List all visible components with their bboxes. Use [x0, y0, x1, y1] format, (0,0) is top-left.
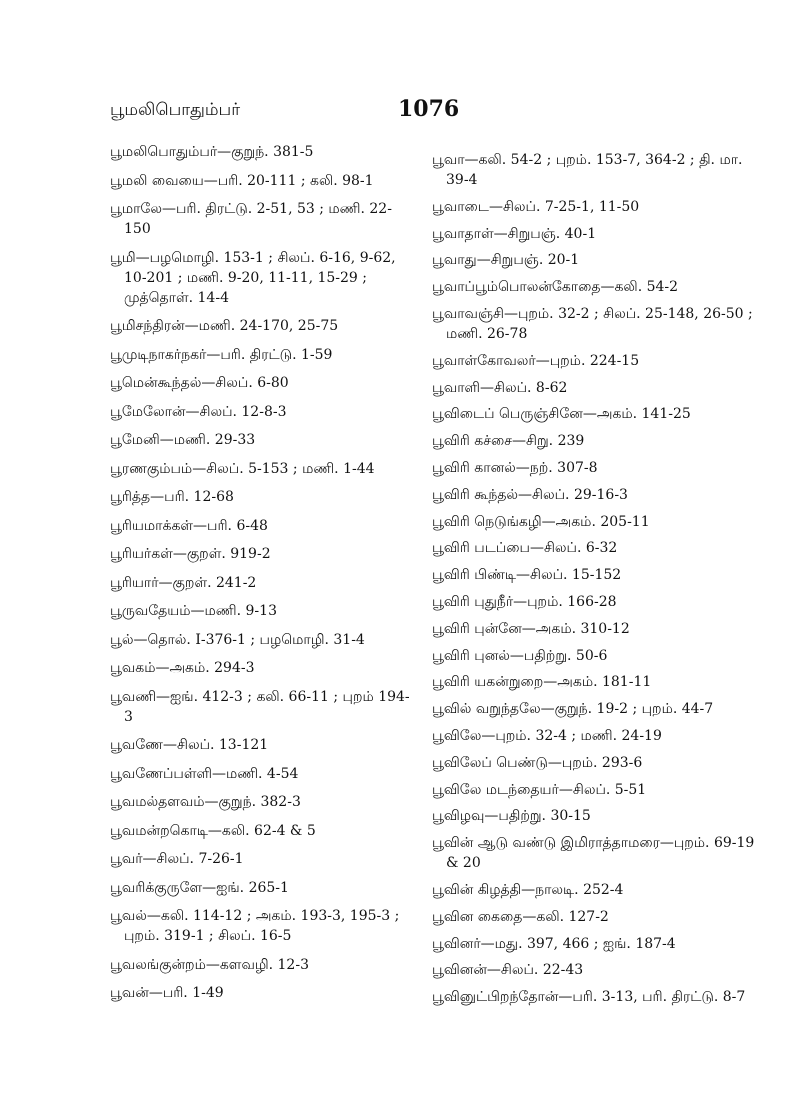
index-entry: பூவாது—சிறுபஞ். 20-1 [432, 252, 580, 269]
index-entry: பூவாடை—சிலப். 7-25-1, 11-50 [432, 198, 640, 215]
index-entry: பூவிரி கூந்தல்—சிலப். 29-16-3 [432, 486, 628, 503]
index-entry: பூவிரி படப்பை—சிலப். 6-32 [432, 540, 618, 557]
index-entry: பூவாப்பூம்பொலன்கோதை—கலி. 54-2 [432, 279, 679, 296]
index-entry: பூவிரி பிண்டி—சிலப். 15-152 [432, 567, 622, 584]
index-entry: பூவமன்றகொடி—கலி. 62-4 & 5 [110, 822, 316, 839]
index-entry: பூவாவஞ்சி—புறம். 32-2 ; சிலப். 25-148, 26-50 ; மணி. 26-78 [432, 305, 753, 342]
index-entry: பூமலி வையை—பரி. 20-111 ; கலி. 98-1 [110, 172, 374, 189]
left-column [110, 142, 410, 1012]
index-entry: பூரியர்கள்—குறள். 919-2 [110, 546, 271, 562]
index-entry: பூருவதேயம்—மணி. 9-13 [110, 603, 277, 619]
index-entry: பூமேனி—மணி. 29-33 [110, 432, 256, 448]
index-entry: பூவிரி நெடுங்கழி—அகம். 205-11 [432, 513, 650, 530]
index-entry: பூவினுட்பிறந்தோன்—பரி. 3-13, பரி. திரட்டு. 8-7 [432, 989, 746, 1006]
index-entry: பூவணேப்பள்ளி—மணி. 4-54 [110, 765, 299, 782]
index-entry: பூமலிபொதும்பர்—குறுந். 381-5 [110, 144, 314, 160]
index-entry: பூவினன்—சிலப். 22-43 [432, 962, 584, 979]
index-entry: பூவிரி புனல்—பதிற்று. 50-6 [432, 647, 608, 664]
index-entry: பூவணி—ஐங். 412-3 ; கலி. 66-11 ; புறம் 194-3 [110, 688, 410, 725]
index-entry: பூவாதாள்—சிறுபஞ். 40-1 [432, 225, 597, 242]
index-entry: பூவிழவு—பதிற்று. 30-15 [432, 808, 591, 825]
index-entry: பூவாளி—சிலப். 8-62 [432, 379, 568, 396]
index-entry: பூவிரி புதுநீர்—புறம். 166-28 [432, 593, 617, 610]
index-entry: பூல்—தொல். I-376-1 ; பழமொழி. 31-4 [110, 631, 365, 648]
index-entry: பூவிரி யகன்றுறை—அகம். 181-11 [432, 674, 652, 691]
index-entry: பூமுடிநாகர்நகர்—பரி. திரட்டு. 1-59 [110, 346, 333, 363]
running-header: பூமலிபொதும்பர் [110, 100, 241, 120]
index-entry: பூமாலே—பரி. திரட்டு. 2-51, 53 ; மணி. 22-150 [110, 201, 392, 237]
index-entry: பூவமல்தளவம்—குறுந். 382-3 [110, 794, 301, 810]
index-entry: பூவின் கிழத்தி—நாலடி. 252-4 [432, 881, 624, 898]
index-entry: பூரியார்—குறள். 241-2 [110, 574, 257, 591]
index-entry: பூவினர்—மது. 397, 466 ; ஐங். 187-4 [432, 935, 676, 952]
index-entry: பூவிலே—புறம். 32-4 ; மணி. 24-19 [432, 727, 662, 744]
index-entry: பூவலங்குன்றம்—களவழி. 12-3 [110, 956, 309, 973]
index-entry: பூவாள்கோவலர்—புறம். 224-15 [432, 352, 640, 369]
right-column [432, 150, 767, 1014]
index-entry: பூவின கைதை—கலி. 127-2 [432, 908, 609, 925]
index-entry: பூவிரி கானல்—நற். 307-8 [432, 459, 598, 476]
index-entry: பூவிலேப் பெண்டு—புறம். 293-6 [432, 754, 643, 771]
index-entry: பூவகம்—அகம். 294-3 [110, 660, 255, 676]
index-entry: பூவின் ஆடு வண்டு இமிராத்தாமரை—புறம். 69-19 & 20 [432, 835, 755, 872]
index-entry: பூரித்த—பரி. 12-68 [110, 489, 234, 505]
index-entry: பூவிரி கச்சை—சிறு. 239 [432, 433, 585, 450]
index-entry: பூவரிக்குருளே—ஐங். 265-1 [110, 879, 289, 896]
index-entry: பூமென்கூந்தல்—சிலப். 6-80 [110, 375, 289, 391]
index-entry: பூவில் வறுந்தலே—குறுந். 19-2 ; புறம். 44-7 [432, 701, 714, 718]
index-entry: பூவல்—கலி. 114-12 ; அகம். 193-3, 195-3 ; புறம். 319-1 ; சிலப். 16-5 [110, 908, 400, 944]
index-entry: பூவா—கலி. 54-2 ; புறம். 153-7, 364-2 ; தி. மா. 39-4 [432, 152, 743, 188]
index-entry: பூவணே—சிலப். 13-121 [110, 737, 269, 753]
index-entry: பூரியமாக்கள்—பரி. 6-48 [110, 517, 268, 534]
index-entry: பூமேலோன்—சிலப். 12-8-3 [110, 403, 287, 420]
index-entry: பூவிரி புன்னே—அகம். 310-12 [432, 620, 630, 637]
index-entry: பூமிசந்திரன்—மணி. 24-170, 25-75 [110, 318, 339, 334]
index-entry: பூரணகும்பம்—சிலப். 5-153 ; மணி. 1-44 [110, 460, 375, 477]
index-entry: பூமி—பழமொழி. 153-1 ; சிலப். 6-16, 9-62, 10-201 ; மணி. 9-20, 11-11, 15-29 ; முத்தொள். 14-4 [110, 249, 396, 306]
index-entry: பூவர்—சிலப். 7-26-1 [110, 851, 244, 867]
index-entry: பூவிடைப் பெருஞ்சினே—அகம். 141-25 [432, 406, 691, 423]
page-number: 1076 [398, 96, 460, 122]
index-entry: பூவன்—பரி. 1-49 [110, 985, 224, 1001]
index-entry: பூவிலே மடந்தையர்—சிலப். 5-51 [432, 781, 647, 798]
